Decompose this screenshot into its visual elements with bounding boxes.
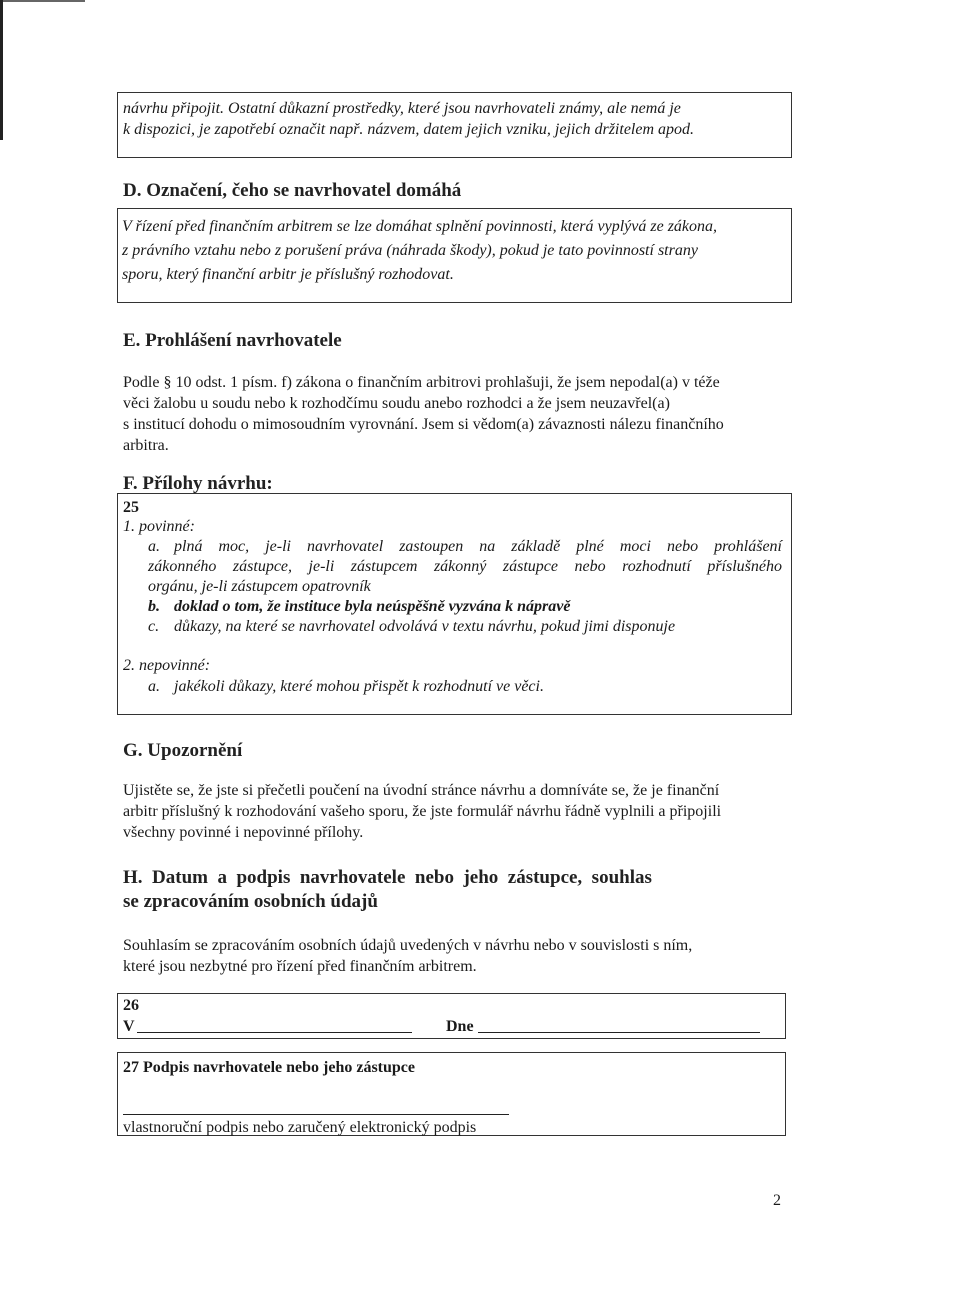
section-d-line-3: sporu, který finanční arbitr je příslušný rozhodovat. xyxy=(122,266,454,283)
intro-line-2: k dispozici, je zapotřebí označit např. názvem, datem jejich vzniku, jejich držitelem apod. xyxy=(123,121,695,138)
page-number: 2 xyxy=(773,1192,781,1209)
signature-line[interactable] xyxy=(123,1114,509,1115)
attachment-a-line-1: plná moc, je-li navrhovatel zastoupen na základě plné moci nebo prohlášení xyxy=(174,538,782,555)
section-g-line-1: Ujistěte se, že jste si přečetli poučení na úvodní stránce návrhu a domníváte se, že je finanční xyxy=(123,782,720,799)
date-label: Dne xyxy=(446,1018,474,1035)
section-h-line-2: které jsou nezbytné pro řízení před finančním arbitrem. xyxy=(123,958,477,975)
section-e-line-3: s institucí dohodu o mimosoudním vyrovnání. Jsem si vědom(a) závaznosti nálezu finančního xyxy=(123,416,724,433)
optional-a-line-1: jakékoli důkazy, které mohou přispět k rozhodnutí ve věci. xyxy=(174,678,544,695)
section-h-line-1: Souhlasím se zpracováním osobních údajů uvedených v návrhu nebo v souvislosti s ním, xyxy=(123,937,693,954)
field-27-label: 27 Podpis navrhovatele nebo jeho zástupce xyxy=(123,1059,415,1076)
attachments-mandatory-label: 1. povinné: xyxy=(123,518,195,535)
section-g-line-2: arbitr příslušný k rozhodování vašeho sporu, že jste formulář návrhu řádně vyplnili a připojili xyxy=(123,803,722,820)
section-d-line-1: V řízení před finančním arbitrem se lze domáhat splnění povinnosti, která vyplývá ze zákona, xyxy=(122,218,718,235)
section-g-line-3: všechny povinné i nepovinné přílohy. xyxy=(123,824,364,841)
place-label: V xyxy=(123,1018,135,1035)
date-input[interactable] xyxy=(478,1016,760,1033)
scan-edge-top xyxy=(0,0,85,2)
place-input[interactable] xyxy=(137,1016,412,1033)
section-e-line-2: věci žalobu u soudu nebo k rozhodčímu soudu anebo rozhodci a že jsem neuzavřel(a) xyxy=(123,395,670,412)
attachment-b-line-1: doklad o tom, že instituce byla neúspěšně vyzvána k nápravě xyxy=(174,598,571,615)
intro-line-1: návrhu připojit. Ostatní důkazní prostředky, které jsou navrhovateli známy, ale nemá je xyxy=(123,100,681,117)
attachment-b-marker: b. xyxy=(148,598,160,615)
scan-edge-left xyxy=(0,0,3,140)
section-g-heading: G. Upozornění xyxy=(123,740,243,761)
field-26-number: 26 xyxy=(123,997,139,1014)
section-e-line-1: Podle § 10 odst. 1 písm. f) zákona o finančním arbitrovi prohlašuji, že jsem nepodal(a) v téže xyxy=(123,374,720,391)
attachments-optional-label: 2. nepovinné: xyxy=(123,657,211,674)
section-d-heading: D. Označení, čeho se navrhovatel domáhá xyxy=(123,180,462,201)
attachment-a-marker: a. xyxy=(148,538,160,555)
section-h-heading-line-2: se zpracováním osobních údajů xyxy=(123,891,378,912)
optional-a-marker: a. xyxy=(148,678,160,695)
attachment-a-line-2: zákonného zástupce, je-li zástupcem zákonný zástupce nebo rozhodnutí příslušného xyxy=(148,558,782,575)
attachment-a-line-3: orgánu, je-li zástupcem opatrovník xyxy=(148,578,371,595)
signature-caption: vlastnoruční podpis nebo zaručený elektronický podpis xyxy=(123,1119,477,1136)
section-f-heading: F. Přílohy návrhu: xyxy=(123,473,273,494)
section-h-heading-line-1: H. Datum a podpis navrhovatele nebo jeho zástupce, souhlas xyxy=(123,867,652,888)
section-e-line-4: arbitra. xyxy=(123,437,169,454)
field-25-number: 25 xyxy=(123,499,139,516)
attachment-c-marker: c. xyxy=(148,618,160,635)
attachment-c-line-1: důkazy, na které se navrhovatel odvolává v textu návrhu, pokud jimi disponuje xyxy=(174,618,676,635)
section-d-line-2: z právního vztahu nebo z porušení práva (náhrada škody), pokud je tato povinností strany xyxy=(122,242,698,259)
section-e-heading: E. Prohlášení navrhovatele xyxy=(123,330,342,351)
